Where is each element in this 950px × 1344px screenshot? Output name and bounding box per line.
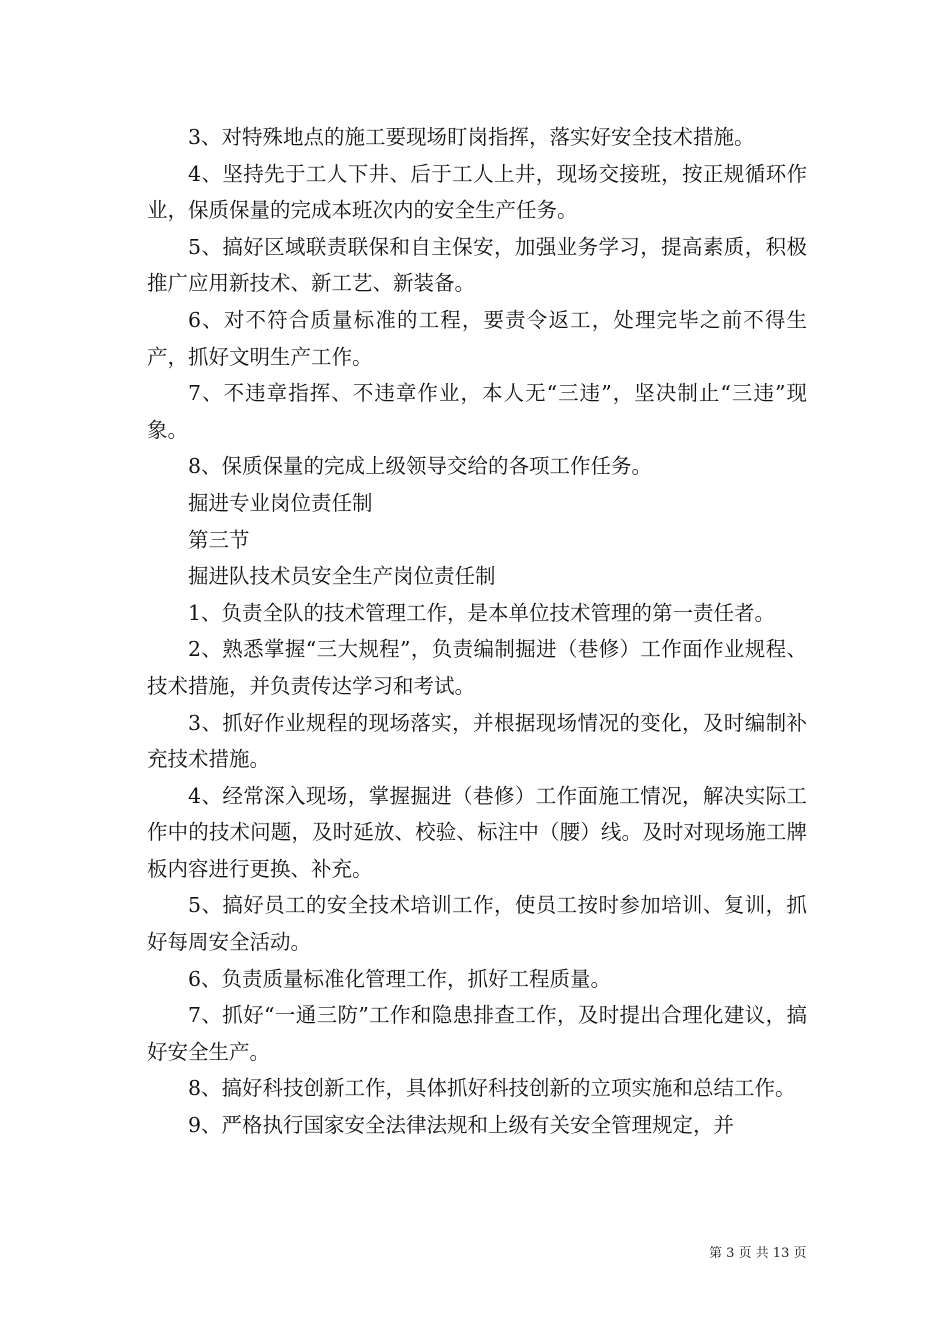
section-heading-tunneling-responsibility: 掘进专业岗位责任制 [188, 490, 373, 515]
paragraph-technician-item-4: 4、经常深入现场，掌握掘进（巷修）工作面施工情况，解决实际工作中的技术问题，及时延放、校验、标注中（腰）线。及时对现场施工牌板内容进行更换、补充。 [147, 783, 807, 881]
paragraph-technician-item-3: 3、抓好作业规程的现场落实，并根据现场情况的变化，及时编制补充技术措施。 [147, 710, 807, 772]
paragraph-technician-item-8: 8、搞好科技创新工作，具体抓好科技创新的立项实施和总结工作。 [188, 1076, 796, 1101]
paragraph-technician-item-1: 1、负责全队的技术管理工作，是本单位技术管理的第一责任者。 [188, 600, 776, 625]
page-number-footer: 第 3 页 共 13 页 [709, 1246, 807, 1261]
document-body [147, 119, 807, 1144]
paragraph-item-3-special-sites: 3、对特殊地点的施工要现场盯岗指挥，落实好安全技术措施。 [188, 125, 755, 149]
paragraph-technician-item-5: 5、搞好员工的安全技术培训工作，使员工按时参加培训、复训，抓好每周安全活动。 [147, 893, 807, 955]
paragraph-technician-item-9: 9、严格执行国家安全法律法规和上级有关安全管理规定，并 [188, 1113, 735, 1138]
paragraph-item-7-no-violations: 7、不违章指挥、不违章作业，本人无“三违”，坚决制止“三违”现象。 [147, 381, 807, 442]
paragraph-technician-item-2: 2、熟悉掌握“三大规程”，负责编制掘进（巷修）工作面作业规程、技术措施，并负责传达学习和考试。 [147, 637, 807, 698]
paragraph-item-6-quality-rework: 6、对不符合质量标准的工程，要责令返工，处理完毕之前不得生产，抓好文明生产工作。 [147, 307, 807, 369]
section-heading-third-section: 第三节 [188, 527, 250, 552]
paragraph-technician-item-6: 6、负责质量标准化管理工作，抓好工程质量。 [188, 966, 612, 991]
section-heading-technician-responsibility: 掘进队技术员安全生产岗位责任制 [188, 564, 496, 589]
paragraph-item-4-shift-handover: 4、坚持先于工人下井、后于工人上井，现场交接班，按正规循环作业，保质保量的完成本班次内的安全生产任务。 [147, 161, 807, 223]
paragraph-item-5-joint-safety: 5、搞好区域联责联保和自主保安，加强业务学习，提高素质，积极推广应用新技术、新工艺、新装备。 [147, 234, 807, 296]
paragraph-item-8-complete-tasks: 8、保质保量的完成上级领导交给的各项工作任务。 [188, 454, 653, 479]
paragraph-technician-item-7: 7、抓好“一通三防”工作和隐患排查工作，及时提出合理化建议，搞好安全生产。 [147, 1003, 807, 1064]
